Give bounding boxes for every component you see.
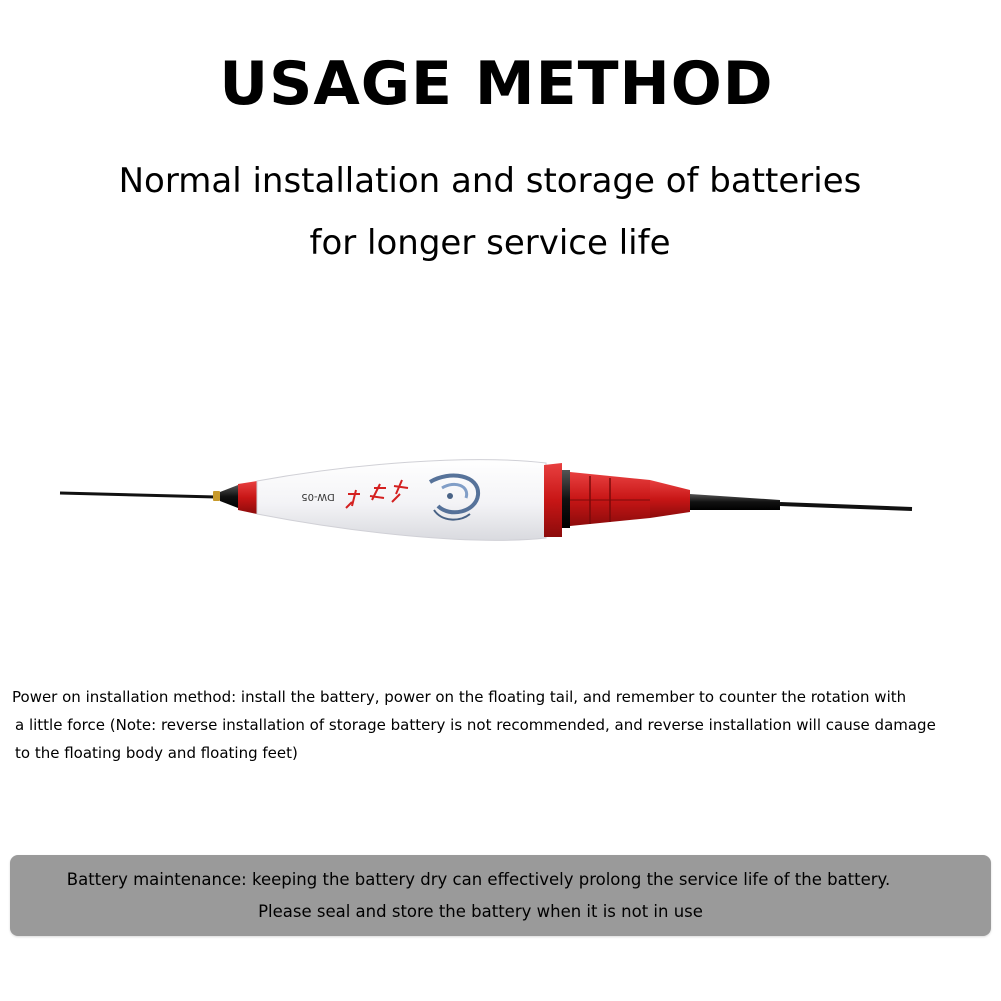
red-collar-right xyxy=(544,463,562,537)
instruction-line-3: to the floating body and floating feet) xyxy=(15,744,298,762)
maintenance-line-2: Please seal and store the battery when it is not in use xyxy=(258,902,703,921)
instruction-line-1: Power on installation method: install the battery, power on the floating tail, and remember to counter the rotation with xyxy=(12,688,907,706)
installation-instructions xyxy=(12,683,936,767)
subtitle-line-1: Normal installation and storage of batteries xyxy=(118,161,862,201)
black-band-right xyxy=(562,470,570,528)
instruction-line-2: a little force (Note: reverse installation of storage battery is not recommended, and reverse installation will cause damage xyxy=(15,716,936,734)
fishing-float-illustration xyxy=(50,440,930,560)
float-antenna-left xyxy=(60,493,216,497)
red-cap-left xyxy=(238,481,257,514)
page-title: USAGE METHOD xyxy=(219,49,774,119)
battery-maintenance-banner xyxy=(10,855,991,936)
float-body xyxy=(257,460,546,541)
red-cone-right xyxy=(650,480,690,518)
subtitle-line-2: for longer service life xyxy=(309,223,671,263)
black-stem-right xyxy=(690,494,780,510)
model-label: DW-05 xyxy=(301,491,335,502)
float-antenna-right xyxy=(780,504,912,509)
maintenance-line-1: Battery maintenance: keeping the battery dry can effectively prolong the service life of the battery. xyxy=(66,870,891,889)
black-cone-left xyxy=(220,485,238,508)
gold-tip xyxy=(213,491,220,501)
